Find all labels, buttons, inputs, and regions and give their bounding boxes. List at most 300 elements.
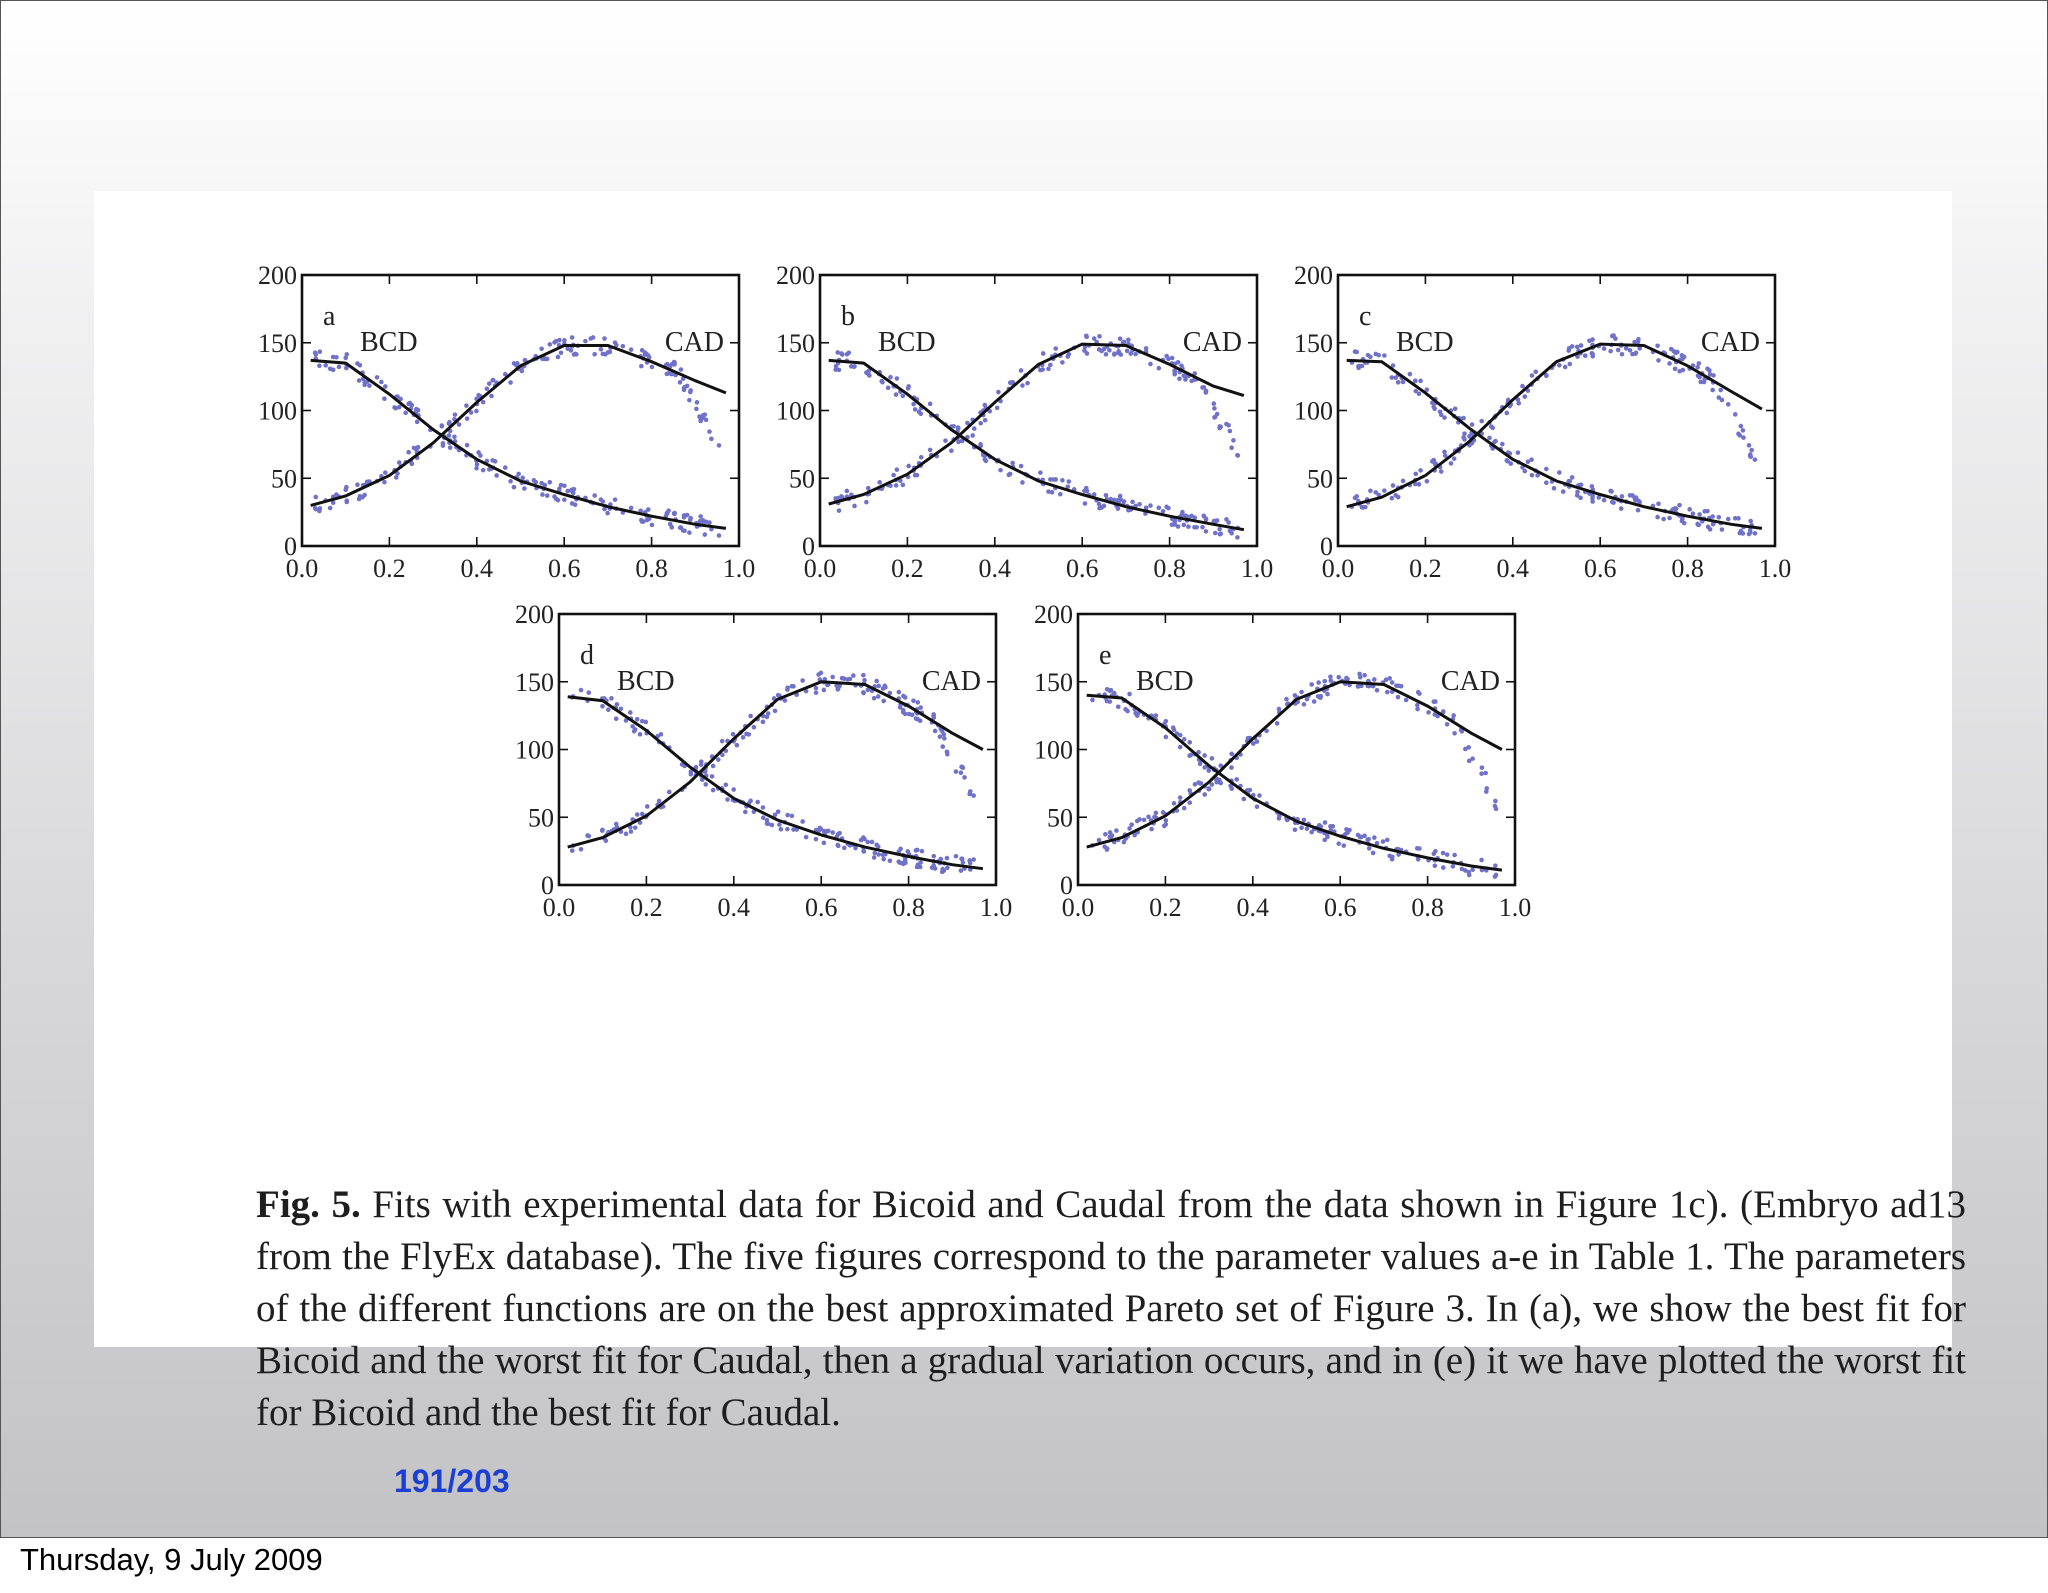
bcd-data-point	[819, 827, 824, 832]
bcd-data-point	[1130, 500, 1135, 505]
bcd-data-point	[1164, 505, 1169, 510]
cad-data-point	[643, 350, 648, 355]
cad-data-point	[1620, 352, 1625, 357]
bcd-data-point	[1561, 489, 1566, 494]
x-tick-label: 0.0	[542, 893, 576, 922]
cad-data-point	[938, 734, 943, 739]
x-tick-label: 0.0	[285, 554, 319, 583]
cad-data-point	[685, 384, 690, 389]
bcd-data-point	[573, 502, 578, 507]
bcd-data-point	[1200, 525, 1205, 530]
bcd-data-point	[1356, 833, 1361, 838]
bcd-label: BCD	[360, 327, 418, 358]
paper-figure-panel	[94, 191, 1966, 1434]
page-separator: /	[447, 1463, 457, 1499]
panel-frame	[302, 275, 739, 546]
cad-data-point	[1344, 676, 1349, 681]
cad-data-point	[1164, 818, 1169, 823]
cad-data-point	[1726, 402, 1731, 407]
cad-data-point	[600, 828, 605, 833]
bcd-data-point	[1105, 699, 1110, 704]
cad-data-point	[717, 443, 722, 448]
cad-data-point	[362, 493, 367, 498]
cad-data-point	[1484, 789, 1489, 794]
bcd-data-point	[1156, 505, 1161, 510]
bcd-data-point	[323, 363, 328, 368]
bcd-data-point	[1667, 516, 1672, 521]
bcd-data-point	[1441, 865, 1446, 870]
cad-data-point	[949, 448, 954, 453]
cad-data-point	[1479, 419, 1484, 424]
cad-data-point	[872, 696, 877, 701]
bcd-data-point	[761, 805, 766, 810]
y-tick-label: 50	[528, 803, 554, 833]
bcd-data-point	[1656, 501, 1661, 506]
cad-data-point	[1104, 352, 1109, 357]
bcd-data-point	[1460, 867, 1465, 872]
cad-data-point	[752, 725, 757, 730]
bcd-data-point	[600, 704, 605, 709]
bcd-data-point	[918, 865, 923, 870]
cad-data-point	[1439, 469, 1444, 474]
caption-text: Fits with experimental data for Bicoid and Caudal from the data shown in Figure 1c). (Embryo ad13 from the FlyEx database). The five figures correspond to the parameter values a-e in Table 1. The parameters of the different functions are on the best approximated Pareto set of Figure 3. In (a), we show the best fit for Bicoid and the worst fit for Caudal, then a gradual variation occurs, and in (e) it we have plotted the worst fit for Bicoid and the best fit for Caudal.	[256, 1183, 1966, 1434]
bcd-data-point	[605, 511, 610, 516]
cad-data-point	[416, 445, 421, 450]
bcd-data-point	[522, 486, 527, 491]
bcd-data-point	[1696, 522, 1701, 527]
bcd-label: BCD	[617, 666, 675, 697]
bcd-data-point	[688, 516, 693, 521]
bcd-data-point	[837, 368, 842, 373]
bcd-data-point	[1748, 519, 1753, 524]
bcd-data-point	[1416, 857, 1421, 862]
page-total: 203	[456, 1463, 510, 1499]
cad-data-point	[785, 685, 790, 690]
cad-data-point	[1177, 376, 1182, 381]
bcd-data-point	[1371, 851, 1376, 856]
cad-data-point	[1530, 373, 1535, 378]
cad-data-point	[1084, 333, 1089, 338]
bcd-data-point	[1733, 516, 1738, 521]
cad-data-point	[650, 365, 655, 370]
cad-data-point	[1677, 369, 1682, 374]
cad-data-point	[1382, 488, 1387, 493]
cad-data-point	[1504, 411, 1509, 416]
bcd-data-point	[1396, 380, 1401, 385]
bcd-data-point	[516, 472, 521, 477]
bcd-data-point	[1188, 753, 1193, 758]
bcd-data-point	[383, 384, 388, 389]
bcd-data-point	[998, 468, 1003, 473]
bcd-data-point	[1493, 863, 1498, 868]
cad-data-point	[845, 489, 850, 494]
cad-data-point	[1162, 824, 1167, 829]
cad-data-point	[1579, 343, 1584, 348]
cad-data-point	[1667, 361, 1672, 366]
panel-letter: b	[841, 301, 855, 332]
cad-data-point	[665, 362, 670, 367]
cad-data-point	[1353, 496, 1358, 501]
bcd-data-point	[494, 473, 499, 478]
bcd-data-point	[629, 506, 634, 511]
cad-data-point	[365, 480, 370, 485]
cad-data-point	[954, 769, 959, 774]
cad-data-point	[978, 421, 983, 426]
cad-data-point	[1575, 345, 1580, 350]
x-tick-label: 0.0	[803, 554, 837, 583]
cad-data-point	[465, 416, 470, 421]
bcd-data-point	[318, 349, 323, 354]
cad-data-point	[701, 413, 706, 418]
cad-data-point	[1753, 457, 1758, 462]
cad-data-point	[918, 705, 923, 710]
cad-data-point	[883, 685, 888, 690]
cad-data-point	[605, 350, 610, 355]
page-current: 191	[394, 1463, 448, 1499]
y-tick-label: 0	[1060, 871, 1073, 900]
bcd-data-point	[1509, 461, 1514, 466]
cad-data-point	[491, 378, 496, 383]
cad-data-point	[1741, 428, 1746, 433]
bcd-data-point	[545, 493, 550, 498]
bcd-data-point	[1376, 353, 1381, 358]
cad-data-point	[1462, 437, 1467, 442]
cad-data-point	[1129, 822, 1134, 827]
cad-data-point	[1126, 337, 1131, 342]
bcd-data-point	[862, 837, 867, 842]
bcd-data-point	[842, 846, 847, 851]
bcd-data-point	[609, 696, 614, 701]
cad-data-point	[689, 772, 694, 777]
cad-data-point	[1156, 366, 1161, 371]
bcd-data-point	[1433, 863, 1438, 868]
bcd-data-point	[1602, 498, 1607, 503]
cad-data-point	[1747, 443, 1752, 448]
cad-data-point	[1695, 365, 1700, 370]
cad-data-point	[588, 336, 593, 341]
cad-data-point	[877, 480, 882, 485]
cad-data-point	[602, 336, 607, 341]
bcd-data-point	[1206, 768, 1211, 773]
bcd-data-point	[1105, 687, 1110, 692]
bcd-data-point	[711, 788, 716, 793]
cad-data-point	[1212, 406, 1217, 411]
cad-data-point	[1148, 362, 1153, 367]
panel-c	[1294, 261, 1791, 583]
cad-data-point	[382, 480, 387, 485]
cad-data-point	[1046, 367, 1051, 372]
cad-data-point	[633, 825, 638, 830]
x-tick-label: 0.2	[891, 554, 924, 583]
cad-data-point	[1655, 343, 1660, 348]
bcd-data-point	[1470, 867, 1475, 872]
bcd-data-point	[613, 497, 618, 502]
bcd-data-point	[1186, 524, 1191, 529]
cad-data-point	[761, 720, 766, 725]
y-tick-label: 150	[776, 328, 815, 358]
cad-data-point	[1229, 752, 1234, 757]
cad-data-point	[1636, 339, 1641, 344]
y-tick-label: 200	[1034, 600, 1073, 629]
cad-data-point	[698, 419, 703, 424]
cad-data-point	[1097, 347, 1102, 352]
cad-data-point	[328, 506, 333, 511]
bcd-data-point	[835, 843, 840, 848]
cad-data-point	[699, 762, 704, 767]
bcd-data-point	[710, 774, 715, 779]
cad-data-point	[1305, 697, 1310, 702]
cad-data-point	[1467, 759, 1472, 764]
cad-data-point	[629, 829, 634, 834]
bcd-data-point	[1470, 422, 1475, 427]
bcd-data-point	[1116, 498, 1121, 503]
bcd-data-point	[1083, 501, 1088, 506]
bcd-data-point	[1090, 698, 1095, 703]
cad-data-point	[559, 350, 564, 355]
bcd-data-point	[1393, 375, 1398, 380]
bcd-data-point	[1229, 786, 1234, 791]
bcd-data-point	[1181, 523, 1186, 528]
panel-frame	[1338, 275, 1775, 546]
bcd-data-point	[1242, 797, 1247, 802]
cad-data-point	[919, 455, 924, 460]
cad-data-point	[1445, 722, 1450, 727]
cad-label: CAD	[1182, 327, 1242, 358]
cad-data-point	[313, 495, 318, 500]
bcd-data-point	[403, 411, 408, 416]
cad-data-point	[1309, 682, 1314, 687]
cad-data-point	[1201, 385, 1206, 390]
cad-data-point	[1426, 710, 1431, 715]
y-tick-label: 0	[1320, 532, 1333, 561]
cad-data-point	[570, 848, 575, 853]
bcd-data-point	[1493, 874, 1498, 879]
cad-data-point	[441, 441, 446, 446]
y-tick-label: 150	[515, 667, 554, 697]
cad-data-point	[959, 765, 964, 770]
bcd-data-point	[1019, 464, 1024, 469]
bcd-data-point	[1336, 841, 1341, 846]
cad-data-point	[1418, 468, 1423, 473]
cad-data-point	[845, 677, 850, 682]
cad-data-point	[1708, 372, 1713, 377]
bcd-data-point	[1353, 349, 1358, 354]
bcd-data-point	[1135, 713, 1140, 718]
bcd-data-point	[1176, 524, 1181, 529]
cad-data-point	[1231, 438, 1236, 443]
cad-data-point	[562, 338, 567, 343]
bcd-data-point	[379, 380, 384, 385]
bcd-data-point	[639, 518, 644, 523]
y-tick-label: 150	[1034, 667, 1073, 697]
bcd-data-point	[1164, 735, 1169, 740]
cad-data-point	[1105, 847, 1110, 852]
cad-data-point	[819, 671, 824, 676]
bcd-data-point	[1401, 380, 1406, 385]
cad-data-point	[1142, 818, 1147, 823]
bcd-data-point	[1682, 521, 1687, 526]
cad-data-point	[1616, 348, 1621, 353]
y-tick-label: 50	[1307, 464, 1333, 494]
bcd-data-point	[901, 861, 906, 866]
bcd-data-point	[1544, 480, 1549, 485]
y-tick-label: 50	[789, 464, 815, 494]
bcd-data-point	[1439, 413, 1444, 418]
cad-data-point	[894, 483, 899, 488]
bcd-data-point	[493, 459, 498, 464]
cad-data-point	[621, 344, 626, 349]
cad-label: CAD	[1440, 666, 1500, 697]
cad-data-point	[569, 348, 574, 353]
bcd-data-point	[1467, 873, 1472, 878]
cad-data-point	[1065, 354, 1070, 359]
bcd-data-point	[382, 396, 387, 401]
cad-data-point	[1749, 448, 1754, 453]
cad-data-point	[1480, 765, 1485, 770]
bcd-data-point	[392, 405, 397, 410]
cad-data-point	[906, 464, 911, 469]
cad-data-point	[1394, 683, 1399, 688]
cad-data-point	[1312, 699, 1317, 704]
cad-data-point	[1144, 346, 1149, 351]
cad-data-point	[1442, 450, 1447, 455]
bcd-data-point	[331, 368, 336, 373]
bcd-data-point	[790, 814, 795, 819]
cad-data-point	[1671, 349, 1676, 354]
cad-data-point	[583, 339, 588, 344]
cad-data-point	[1404, 698, 1409, 703]
cad-label: CAD	[1700, 327, 1760, 358]
cad-data-point	[1360, 505, 1365, 510]
bcd-data-point	[406, 402, 411, 407]
cad-data-point	[1368, 489, 1373, 494]
bcd-data-point	[1299, 825, 1304, 830]
cad-data-point	[814, 686, 819, 691]
bcd-data-point	[1677, 503, 1682, 508]
cad-data-point	[629, 347, 634, 352]
cad-data-point	[1211, 401, 1216, 406]
bcd-data-point	[928, 402, 933, 407]
cad-data-point	[931, 712, 936, 717]
bcd-data-point	[1302, 818, 1307, 823]
x-tick-label: 0.2	[1409, 554, 1442, 583]
cad-data-point	[1122, 840, 1127, 845]
cad-data-point	[1110, 833, 1115, 838]
cad-data-point	[1563, 365, 1568, 370]
cad-data-point	[711, 764, 716, 769]
cad-data-point	[1040, 367, 1045, 372]
cad-data-point	[915, 473, 920, 478]
cad-data-point	[1318, 695, 1323, 700]
bcd-data-point	[814, 837, 819, 842]
bcd-data-point	[913, 407, 918, 412]
cad-data-point	[852, 504, 857, 509]
bcd-data-point	[682, 513, 687, 518]
bcd-fit-curve	[829, 360, 1244, 529]
cad-data-point	[1060, 360, 1065, 365]
cad-data-point	[635, 812, 640, 817]
cad-data-point	[1154, 811, 1159, 816]
bcd-data-point	[703, 782, 708, 787]
cad-data-point	[895, 467, 900, 472]
cad-data-point	[1375, 688, 1380, 693]
x-tick-label: 0.8	[1671, 554, 1704, 583]
cad-data-point	[972, 426, 977, 431]
cad-data-point	[1416, 690, 1421, 695]
cad-data-point	[1736, 432, 1741, 437]
cad-data-point	[1204, 390, 1209, 395]
bcd-data-point	[1568, 479, 1573, 484]
bcd-data-point	[512, 485, 517, 490]
footer-date: Thursday, 9 July 2009	[20, 1542, 323, 1577]
cad-data-point	[1362, 673, 1367, 678]
cad-data-point	[1316, 680, 1321, 685]
cad-data-point	[586, 834, 591, 839]
cad-data-point	[1215, 412, 1220, 417]
x-tick-label: 0.0	[1061, 893, 1095, 922]
cad-data-point	[1199, 781, 1204, 786]
y-tick-label: 0	[541, 871, 554, 900]
cad-data-point	[1489, 424, 1494, 429]
bcd-data-point	[717, 533, 722, 538]
bcd-data-point	[845, 352, 850, 357]
bcd-data-point	[1500, 442, 1505, 447]
cad-data-point	[731, 732, 736, 737]
cad-data-point	[539, 346, 544, 351]
bcd-data-point	[1557, 470, 1562, 475]
cad-data-point	[1164, 354, 1169, 359]
x-tick-label: 0.4	[1236, 893, 1270, 922]
bcd-data-point	[1697, 512, 1702, 517]
cad-label: CAD	[921, 666, 981, 697]
bcd-data-point	[1418, 379, 1423, 384]
bcd-data-point	[1453, 407, 1458, 412]
bcd-data-point	[1726, 517, 1731, 522]
cad-data-point	[695, 400, 700, 405]
cad-data-point	[1025, 381, 1030, 386]
cad-data-point	[864, 500, 869, 505]
bcd-data-point	[1008, 472, 1013, 477]
y-tick-label: 100	[1034, 735, 1073, 765]
bcd-data-point	[1257, 793, 1262, 798]
x-tick-label: 0.6	[804, 893, 838, 922]
bcd-data-point	[954, 854, 959, 859]
bcd-data-point	[703, 532, 708, 537]
bcd-data-point	[1202, 765, 1207, 770]
cad-data-point	[1228, 429, 1233, 434]
cad-data-point	[672, 360, 677, 365]
cad-data-point	[1302, 702, 1307, 707]
cad-data-point	[876, 694, 881, 699]
cad-data-point	[552, 340, 557, 345]
cad-data-point	[709, 437, 714, 442]
cad-data-point	[1583, 353, 1588, 358]
bcd-data-point	[508, 479, 513, 484]
cad-data-point	[599, 347, 604, 352]
cad-data-point	[941, 732, 946, 737]
bcd-data-point	[881, 857, 886, 862]
bcd-data-point	[873, 851, 878, 856]
bcd-data-point	[1097, 502, 1102, 507]
cad-data-point	[881, 699, 886, 704]
bcd-data-point	[313, 352, 318, 357]
bcd-data-point	[1347, 828, 1352, 833]
x-tick-label: 0.4	[717, 893, 751, 922]
x-tick-label: 1.0	[979, 893, 1013, 922]
cad-data-point	[910, 713, 915, 718]
bcd-data-point	[540, 492, 545, 497]
bcd-data-point	[1178, 745, 1183, 750]
